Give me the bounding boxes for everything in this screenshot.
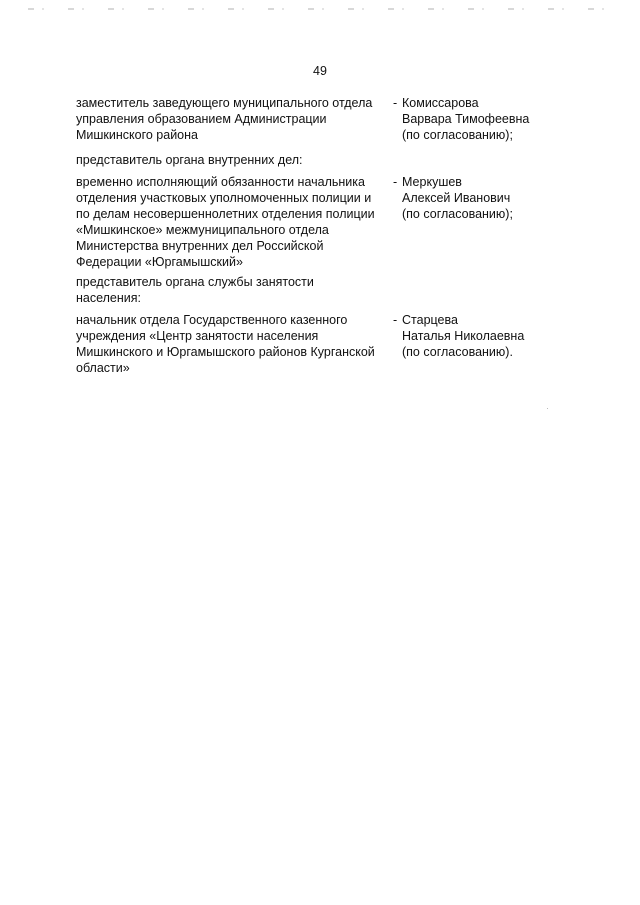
member-entry [76,174,546,270]
member-name-block [393,312,553,359]
section-heading: представитель органа службы занятости населения: [76,275,314,305]
page-number: 49 [313,64,327,78]
member-entry [76,95,546,143]
member-name: Меркушев Алексей Иванович (по согласованию); [402,175,513,221]
member-role: начальник отдела Государственного казенного учреждения «Центр занятости населения Мишкинского и Юргамышского районов Курганской области» [76,313,375,375]
member-role: временно исполняющий обязанности начальника отделения участковых уполномоченных полиции и по делам несовершеннолетних отделения полиции «Мишкинское» межмуниципального отдела Министерства внутренних дел Российской Федерации «Юргамышский» [76,175,375,269]
section-heading: представитель органа внутренних дел: [76,153,303,167]
member-name: Комиссарова Варвара Тимофеевна (по согласованию); [402,96,530,142]
member-name-block [393,174,553,221]
member-name-block [393,95,553,142]
scan-artifact-top-line [28,8,622,10]
member-role: заместитель заведующего муниципального отдела управления образованием Администрации Мишкинского района [76,96,373,142]
dash-separator: - [393,96,398,110]
dash-separator: - [393,175,398,189]
member-name: Старцева Наталья Николаевна (по согласованию). [402,313,525,359]
dash-separator: - [393,313,398,327]
scan-speck [547,408,548,409]
member-entry [76,312,546,376]
